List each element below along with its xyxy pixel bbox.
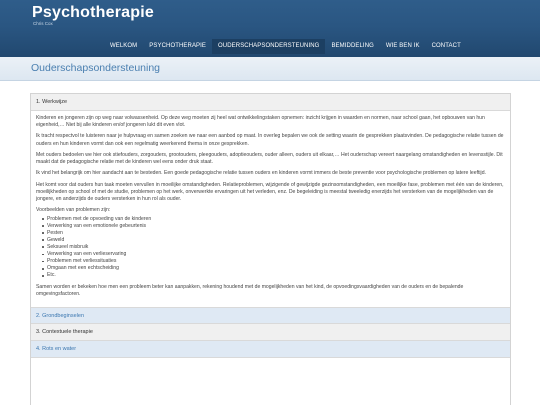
accordion-body-werkwijze xyxy=(31,111,510,307)
paragraph: Ik tracht respectvol te luisteren naar je hulpvraag en samen zoeken we naar een aanbod op maat. In overleg bepalen we ook de setting waarin de gesprekken plaatsvinden. De pedagogische relatie tussen de ouders en hun kinderen vormt dan ook een regelmatig weerkerend thema in onze gesprekken. xyxy=(36,133,504,147)
nav-item-bemiddeling[interactable]: BEMIDDELING xyxy=(331,43,374,49)
brand-title: Psychotherapie xyxy=(32,4,154,21)
list-item: Omgaan met een echtscheiding xyxy=(42,265,505,272)
accordion xyxy=(30,93,511,405)
nav-item-ouderschapsondersteuning[interactable]: OUDERSCHAPSONDERSTEUNING xyxy=(212,39,325,54)
page-title: Ouderschapsondersteuning xyxy=(31,62,161,74)
list-item: Verwerking van een verlieservaring xyxy=(42,251,505,258)
accordion-header-werkwijze[interactable]: 1. Werkwijze xyxy=(31,94,510,111)
paragraph: Met ouders bedoelen we hier ook stiefouders, zorgouders, grootouders, pleegouders, adoptieouders, ouder alleen, ouders uit elkaar,… Het ouderschap vereert naargelang omstandigheden en levensstijle. Dit maakt dat de pedagogische relatie met de kinderen wel eens onder druk staat. xyxy=(36,151,503,166)
site-header xyxy=(0,0,540,57)
list-item: Etc. xyxy=(42,272,505,279)
site-logo[interactable] xyxy=(32,3,154,26)
list-item: Pesten xyxy=(42,230,505,237)
paragraph: Samen worden er bekeken hoe men een probleem beter kan aanpakken, rekening houdend met de mogelijkheden van het kind, de opvoedingsvaardigheden van de ouders en de bepalende omgevingsfactoren. xyxy=(36,283,464,297)
paragraph: Kinderen en jongeren zijn op weg naar volwassenheid. Op deze weg moeten zij heel wat ontwikkelingstaken opnemen: inzicht krijgen in waarden en normen, naar school gaan, het opbouwen van hun eigenheid,… Niet bij alle kinderen en/of jongeren lukt dit even vlot. xyxy=(36,115,485,129)
accordion-header-contextuele-therapie[interactable]: 3. Contextuele therapie xyxy=(31,324,510,341)
list-item: Geweld xyxy=(42,237,505,244)
nav-item-psychotherapie[interactable]: PSYCHOTHERAPIE xyxy=(149,43,207,49)
list-item: Verwerking van een emotionele gebeurtenis xyxy=(42,223,505,230)
nav-item-welkom[interactable]: WELKOM xyxy=(110,43,138,49)
list-item: Problemen met de opvoeding van de kinderen xyxy=(42,216,505,223)
problem-list xyxy=(36,216,505,280)
list-item: Problemen met verliessituaties xyxy=(42,258,505,265)
list-intro: Voorbeelden van problemen zijn: xyxy=(36,207,111,214)
accordion-header-rots-en-water[interactable]: 4. Rots en water xyxy=(31,341,510,358)
list-item: Seksueel misbruik xyxy=(42,244,505,251)
page-title-bar xyxy=(0,57,540,81)
brand-subtitle: Chris Cox xyxy=(33,21,53,26)
paragraph: Ik vind het belangrijk om hier aandacht aan te besteden. Een goede pedagogische relatie tussen ouders en kinderen vormt immers de beste preventie voor psychologische problemen op latere leeftijd. xyxy=(36,170,486,177)
paragraph: Het komt voor dat ouders hun taak moeten vervullen in moeilijke omstandigheden. Relatieproblemen, wijzigende of gewijzigde gezinsomstandigheden, een moeilijke fase, problemen met één van de kinderen, moeilijkheden op school of met de studie, problemen op het werk, onverwerkte ervaringen uit het verleden, enz. De begeleiding is meestal tweeledig enerzijds het versterken van de mogelijkheden van de jongere, en anderzijds de ouders versterken in hun rol als ouder. xyxy=(36,181,504,203)
main-nav xyxy=(104,39,467,54)
nav-item-wie-ben-ik[interactable]: WIE BEN IK xyxy=(385,43,420,49)
accordion-header-grondbeginselen[interactable]: 2. Grondbeginselen xyxy=(31,307,510,324)
nav-item-contact[interactable]: CONTACT xyxy=(431,43,461,49)
